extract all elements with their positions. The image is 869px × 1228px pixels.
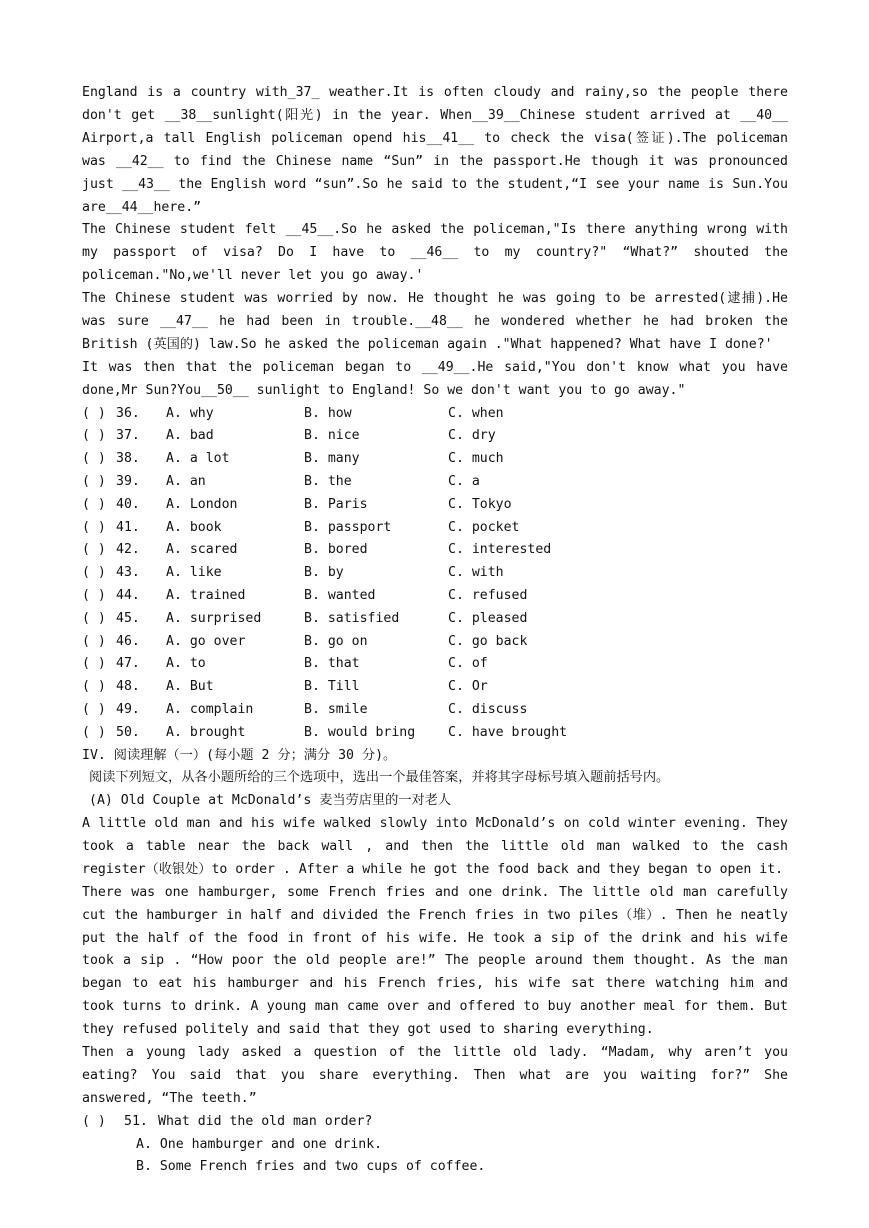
option-a: A. scared — [166, 542, 238, 558]
option-c: C. pleased — [448, 610, 528, 626]
passage-title: (A) Old Couple at McDonald’s 麦当劳店里的一对老人 — [89, 793, 452, 809]
question-row-51 — [82, 1111, 788, 1134]
question-row-40 — [82, 494, 788, 517]
question-number: 39. — [116, 474, 140, 490]
option-a: A. to — [166, 656, 206, 672]
option-a: A. surprised — [166, 610, 262, 626]
answer-bracket[interactable]: ( ) — [82, 496, 106, 512]
question-row-44 — [82, 585, 788, 608]
question-number: 46. — [116, 633, 140, 649]
option-a: A. go over — [166, 633, 246, 649]
option-a: A. why — [166, 405, 214, 421]
answer-bracket[interactable]: ( ) — [82, 428, 106, 444]
option-c: C. a — [448, 474, 480, 490]
reading-passage — [82, 813, 788, 1111]
question-number: 41. — [116, 519, 140, 535]
option-a: A. complain — [166, 702, 254, 718]
question-number: 36. — [116, 405, 140, 421]
question-text: What did the old man order? — [158, 1113, 373, 1129]
option-b: B. by — [304, 565, 344, 581]
option-b: B. many — [304, 451, 360, 467]
answer-bracket[interactable]: ( ) — [82, 724, 106, 740]
question-number: 37. — [116, 428, 140, 444]
answer-bracket[interactable]: ( ) — [82, 542, 106, 558]
option-b: B. would bring — [304, 724, 416, 740]
option-a: A. bad — [166, 428, 214, 444]
question-row-36 — [82, 403, 788, 426]
option-b: B. nice — [304, 428, 360, 444]
option-c: C. discuss — [448, 702, 528, 718]
section-instruction: 阅读下列短文，从各小题所给的三个选项中，选出一个最佳答案，并将其字母标号填入题前括号内。 — [89, 770, 670, 786]
question-row-42 — [82, 539, 788, 562]
option-c: C. go back — [448, 633, 528, 649]
question-row-39 — [82, 471, 788, 494]
answer-bracket[interactable]: ( ) — [82, 702, 106, 718]
option-a: A. book — [166, 519, 222, 535]
question-row-37 — [82, 425, 788, 448]
cloze-paragraph-4: It was then that the policeman began to __49__.He said,"You don't know what you have done,Mr Sun?You__50__ sunlight to England! So we don't want you to go away." — [82, 359, 788, 398]
option-a: A. a lot — [166, 451, 230, 467]
cloze-passage — [82, 82, 788, 403]
option-b: B. Paris — [304, 496, 368, 512]
question-row-45 — [82, 608, 788, 631]
reading-paragraph-3: Then a young lady asked a question of the little old lady. “Madam, why aren’t you eating? You said that you share everything. Then what are you waiting for?” She answered, “The teeth.” — [82, 1045, 788, 1106]
option-a: A. One hamburger and one drink. — [136, 1136, 383, 1152]
option-b: B. Some French fries and two cups of coffee. — [136, 1159, 486, 1175]
option-b: B. the — [304, 474, 352, 490]
question-number: 51. — [124, 1113, 148, 1129]
option-b: B. satisfied — [304, 610, 400, 626]
cloze-paragraph-3: The Chinese student was worried by now. He thought he was going to be arrested(逮捕).He was sure __47__ he had been in trouble.__48__ he wondered whether he had broken the British (英国的) law.So he asked the policeman again ."What happened? What have I done?' — [82, 291, 788, 352]
option-a: A. an — [166, 474, 206, 490]
option-a: A. trained — [166, 588, 246, 604]
cloze-question-list — [82, 403, 788, 745]
option-c: C. pocket — [448, 519, 520, 535]
answer-bracket[interactable]: ( ) — [82, 656, 106, 672]
option-c: C. with — [448, 565, 504, 581]
option-b: B. wanted — [304, 588, 376, 604]
question-row-38 — [82, 448, 788, 471]
answer-bracket[interactable]: ( ) — [82, 633, 106, 649]
option-b: B. Till — [304, 679, 360, 695]
option-b: B. smile — [304, 702, 368, 718]
option-a: A. brought — [166, 724, 246, 740]
question-row-41 — [82, 517, 788, 540]
answer-bracket[interactable]: ( ) — [82, 1113, 106, 1129]
answer-bracket[interactable]: ( ) — [82, 588, 106, 604]
option-a: A. London — [166, 496, 238, 512]
section-title: IV. 阅读理解（一）(每小题 2 分；满分 30 分)。 — [82, 747, 397, 763]
question-number: 43. — [116, 565, 140, 581]
cloze-paragraph-2: The Chinese student felt __45__.So he asked the policeman,"Is there anything wrong with my passport of visa? Do I have to __46__ to my country?" “What?” shouted the policeman."No,we'll never let you go away.' — [82, 222, 788, 284]
option-b: B. go on — [304, 633, 368, 649]
question-row-49 — [82, 699, 788, 722]
answer-bracket[interactable]: ( ) — [82, 610, 106, 626]
question-number: 38. — [116, 451, 140, 467]
option-b: B. bored — [304, 542, 368, 558]
answer-bracket[interactable]: ( ) — [82, 679, 106, 695]
option-b: B. passport — [304, 519, 392, 535]
question-number: 50. — [116, 724, 140, 740]
answer-bracket[interactable]: ( ) — [82, 451, 106, 467]
option-c: C. refused — [448, 588, 528, 604]
option-c: C. much — [448, 451, 504, 467]
question-row-47 — [82, 653, 788, 676]
option-a: A. But — [166, 679, 214, 695]
option-c: C. have brought — [448, 724, 568, 740]
question-number: 40. — [116, 496, 140, 512]
question-number: 44. — [116, 588, 140, 604]
question-row-43 — [82, 562, 788, 585]
question-number: 42. — [116, 542, 140, 558]
question-row-50 — [82, 722, 788, 745]
answer-bracket[interactable]: ( ) — [82, 405, 106, 421]
answer-bracket[interactable]: ( ) — [82, 474, 106, 490]
option-c: C. Tokyo — [448, 496, 512, 512]
option-c: C. when — [448, 405, 504, 421]
exam-page — [82, 82, 788, 1179]
option-b: B. how — [304, 405, 352, 421]
question-row-46 — [82, 631, 788, 654]
question-number: 48. — [116, 679, 140, 695]
option-c: C. dry — [448, 428, 496, 444]
option-c: C. of — [448, 656, 488, 672]
question-row-48 — [82, 676, 788, 699]
cloze-paragraph-1: England is a country with_37_ weather.It is often cloudy and rainy,so the people there don't get __38__sunlight(阳光) in the year. When__39__Chinese student arrived at __40__ Airport,a tall English policeman opend his__41__ to check the visa(签证).The policeman was __42__ to find the Chinese name “Sun” in the passport.He though it was pronounced just __43__ the English word “sun”.So he said to the student,“I see your name is Sun.You are__44__here.” — [82, 85, 788, 215]
question-number: 45. — [116, 610, 140, 626]
answer-bracket[interactable]: ( ) — [82, 565, 106, 581]
answer-bracket[interactable]: ( ) — [82, 519, 106, 535]
option-c: C. Or — [448, 679, 488, 695]
question-number: 49. — [116, 702, 140, 718]
reading-paragraph-1: A little old man and his wife walked slowly into McDonald’s on cold winter evening. They took a table near the back wall , and then the little old man walked to the cash register（收银处）to order . After a while he got the food back and they began to open it. — [82, 816, 788, 877]
option-b: B. that — [304, 656, 360, 672]
question-number: 47. — [116, 656, 140, 672]
option-a: A. like — [166, 565, 222, 581]
reading-paragraph-2: There was one hamburger, some French fries and one drink. The little old man carefully cut the hamburger in half and divided the French fries in two piles（堆）. Then he neatly put the half of the food in front of his wife. He took a sip of the drink and his wife took a sip . “How poor the old people are!” The people around them thought. As the man began to eat his hamburger and his French fries, his wife sat there watching him and took turns to drink. A young man came over and offered to buy another meal for them. But they refused politely and said that they got used to sharing everything. — [82, 884, 788, 1038]
option-c: C. interested — [448, 542, 552, 558]
